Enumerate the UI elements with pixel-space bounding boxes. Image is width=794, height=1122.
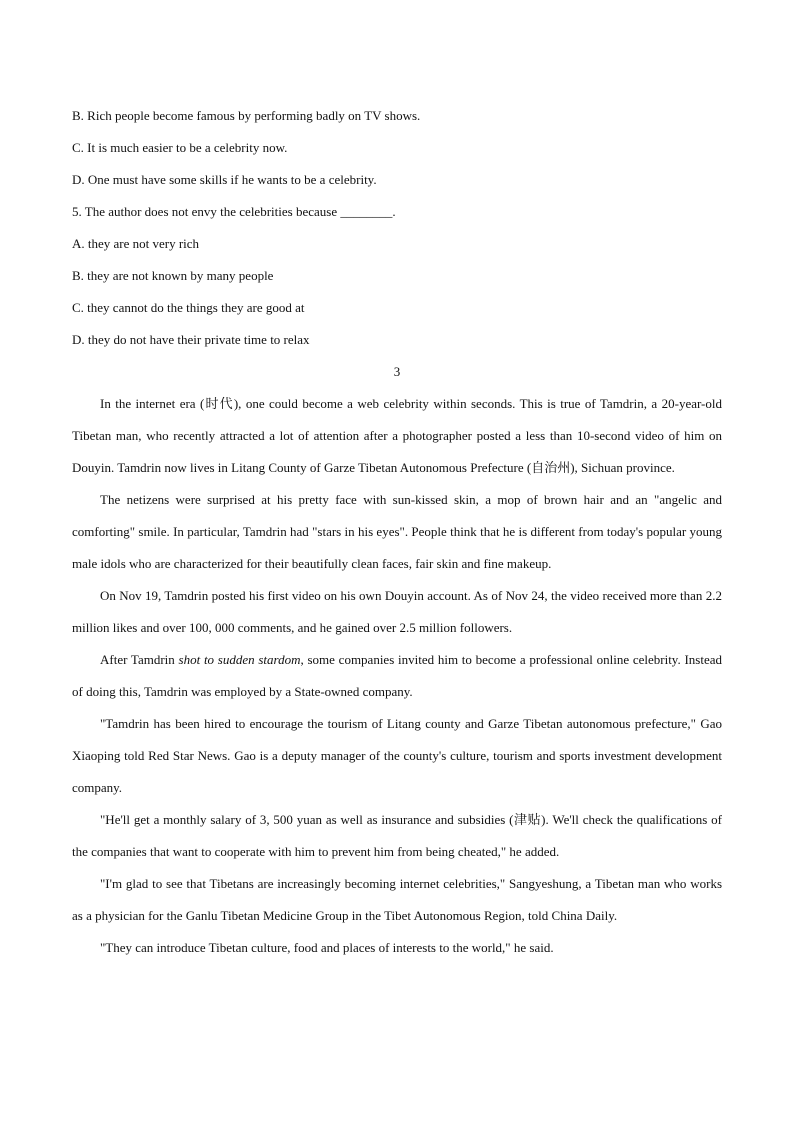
passage-paragraph-7: "I'm glad to see that Tibetans are increasingly becoming internet celebrities," Sangyeshung, a Tibetan man who works as a physician for the Ganlu Tibetan Medicine Group in the Tibet Autonomous Region, told China Daily. [72, 876, 722, 923]
q5-question: 5. The author does not envy the celebrities because ________. [72, 204, 396, 219]
passage-paragraph-6: "He'll get a monthly salary of 3, 500 yuan as well as insurance and subsidies (津贴). We'll check the qualifications of the companies that want to cooperate with him to prevent him from being cheated," he added. [72, 812, 722, 859]
passage-paragraph-3: On Nov 19, Tamdrin posted his first video on his own Douyin account. As of Nov 24, the video received more than 2.2 million likes and over 100, 000 comments, and he gained over 2.5 million followers. [72, 588, 722, 635]
p4-text-before: After Tamdrin [100, 652, 179, 667]
section-number: 3 [393, 364, 401, 379]
p4-italic-phrase: shot to sudden stardom [178, 652, 301, 667]
q5-option-a: A. they are not very rich [72, 236, 200, 251]
q4-option-b: B. Rich people become famous by performing badly on TV shows. [72, 108, 421, 123]
passage-paragraph-1: In the internet era (时代), one could become a web celebrity within seconds. This is true of Tamdrin, a 20-year-old Tibetan man, who recently attracted a lot of attention after a photographer posted a less than 10-second video of him on Douyin. Tamdrin now lives in Litang County of Garze Tibetan Autonomous Prefecture (自治州), Sichuan province. [72, 396, 722, 475]
q5-option-b: B. they are not known by many people [72, 268, 274, 283]
q4-option-c: C. It is much easier to be a celebrity now. [72, 140, 288, 155]
passage-paragraph-5: "Tamdrin has been hired to encourage the tourism of Litang county and Garze Tibetan autonomous prefecture," Gao Xiaoping told Red Star News. Gao is a deputy manager of the county's culture, tourism and sports investment development company. [72, 716, 722, 795]
q5-option-d: D. they do not have their private time to relax [72, 332, 310, 347]
p4-text-after: , some companies invited him to become a professional online celebrity. Instead of doing this, Tamdrin was employed by a State-owned company. [72, 652, 722, 699]
q5-option-c: C. they cannot do the things they are good at [72, 300, 305, 315]
passage-paragraph-8: "They can introduce Tibetan culture, food and places of interests to the world," he said. [100, 940, 554, 955]
q4-option-d: D. One must have some skills if he wants to be a celebrity. [72, 172, 377, 187]
document-page [72, 100, 722, 964]
passage-paragraph-4 [72, 644, 722, 708]
passage-paragraph-2: The netizens were surprised at his pretty face with sun-kissed skin, a mop of brown hair and an "angelic and comforting" smile. In particular, Tamdrin had "stars in his eyes". People think that he is different from today's popular young male idols who are characterized for their beautifully clean faces, fair skin and fine makeup. [72, 492, 722, 571]
